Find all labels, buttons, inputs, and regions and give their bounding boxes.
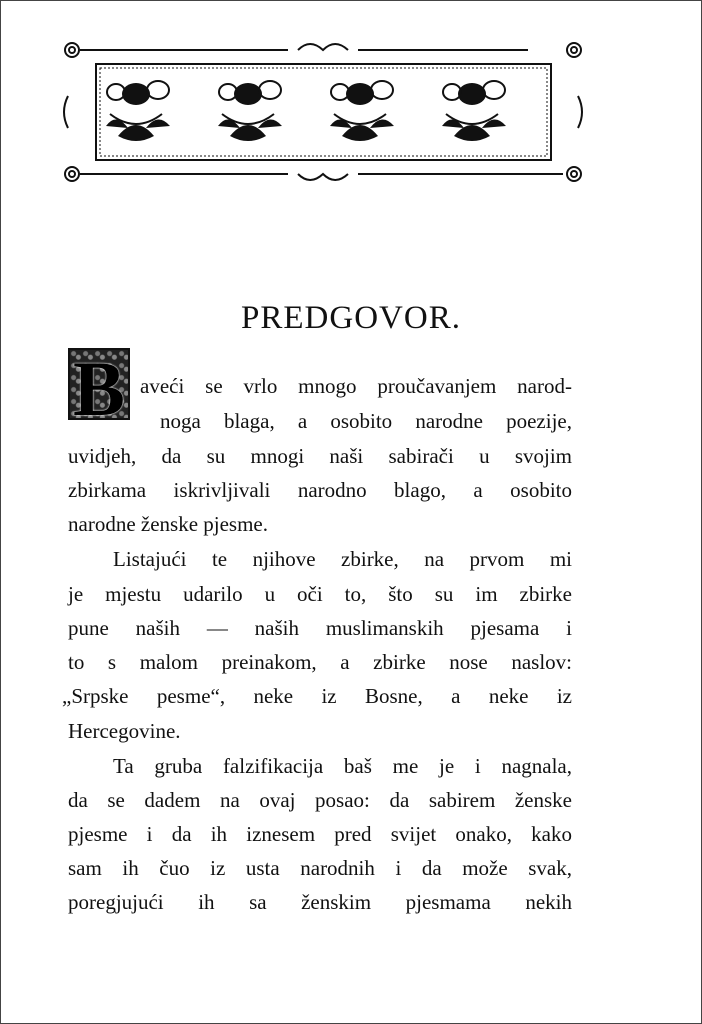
text-line: pune naših — naših muslimanskih pjesama i (68, 616, 572, 640)
text-line: Listajući te njihove zbirke, na prvom mi (113, 547, 572, 571)
text-line: pjesme i da ih iznesem pred svijet onako, kako (68, 822, 572, 846)
text-line: sam ih čuo iz usta narodnih i da može svak, (68, 856, 572, 880)
text-line: da se dadem na ovaj posao: da sabirem ženske (68, 788, 572, 812)
text-line: Ta gruba falzifikacija baš me je i nagnala, (113, 754, 572, 778)
text-line: je mjestu udarilo u oči to, što su im zbirke (68, 582, 572, 606)
text-line: narodne ženske pjesme. (68, 512, 269, 536)
decorative-header-ornament (58, 36, 588, 188)
text-line: to s malom preinakom, a zbirke nose naslov: (68, 650, 572, 674)
page-title: PREDGOVOR. (241, 300, 461, 336)
text-line: poregjujući ih sa ženskim pjesmama nekih (68, 890, 572, 914)
initial-letter: B (72, 345, 126, 432)
text-line: „Srpske pesme“, neke iz Bosne, a neke iz (62, 684, 572, 708)
text-line: Hercegovine. (68, 719, 181, 743)
text-line: zbirkama iskrivljivali narodno blago, a osobito (68, 478, 572, 502)
decorated-initial-letter (68, 345, 130, 432)
text-line: uvidjeh, da su mnogi naši sabirači u svojim (68, 444, 572, 468)
text-line: noga blaga, a osobito narodne poezije, (160, 409, 572, 433)
text-line: aveći se vrlo mnogo proučavanjem narod- (140, 374, 572, 398)
